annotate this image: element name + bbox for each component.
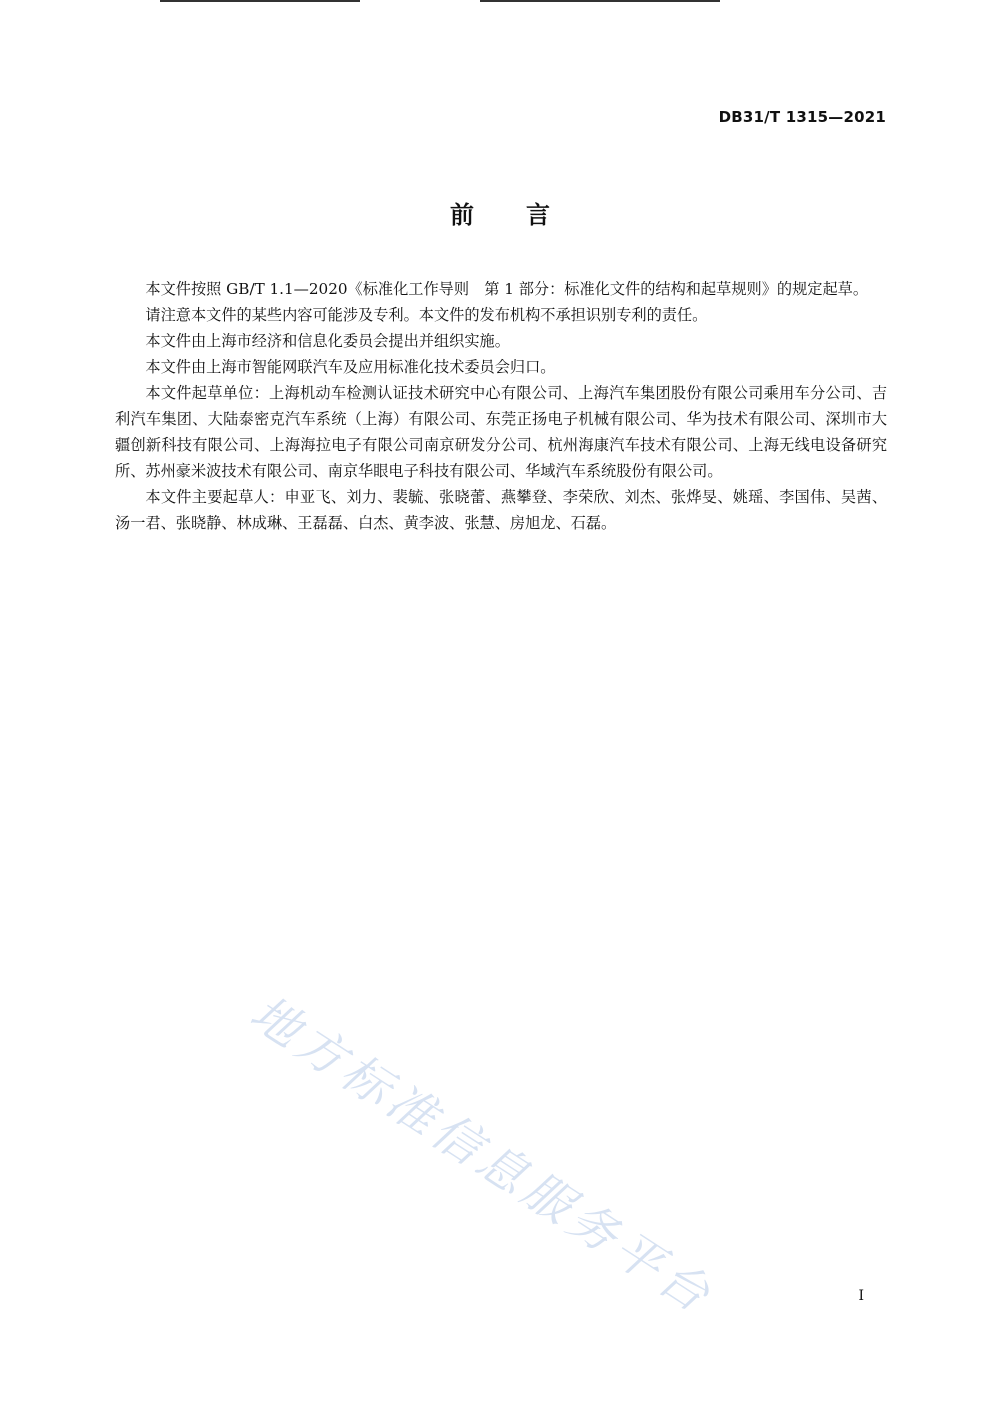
watermark: 地方标准信息服务平台 [240, 984, 724, 1326]
paragraph-technical-committee: 本文件由上海市智能网联汽车及应用标准化技术委员会归口。 [145, 358, 556, 376]
paragraph-drafting-units: 本文件起草单位：上海机动车检测认证技术研究中心有限公司、上海汽车集团股份有限公司乘用车分公司、吉利汽车集团、大陆泰密克汽车系统（上海）有限公司、东莞正扬电子机械有限公司、华为技术有限公司、深圳市大疆创新科技有限公司、上海海拉电子有限公司南京研发分公司、杭州海康汽车技术有限公司、上海无线电设备研究所、苏州豪米波技术有限公司、南京华眼电子科技有限公司、华域汽车系统股份有限公司。 [115, 384, 887, 480]
paragraph-drafters: 本文件主要起草人：申亚飞、刘力、裴毓、张晓蕾、燕攀登、李荣欣、刘杰、张烨旻、姚瑶、李国伟、吴茜、汤一君、张晓静、林成琳、王磊磊、白杰、黄李波、张慧、房旭龙、石磊。 [115, 488, 887, 532]
scan-artifact [480, 0, 720, 2]
paragraph-proposer: 本文件由上海市经济和信息化委员会提出并组织实施。 [145, 332, 510, 350]
page-number: I [858, 1288, 864, 1304]
foreword-body [115, 276, 887, 536]
paragraph-drafting-rules: 本文件按照 GB/T 1.1—2020《标准化工作导则 第 1 部分：标准化文件的结构和起草规则》的规定起草。 [145, 280, 869, 298]
paragraph-patent-notice: 请注意本文件的某些内容可能涉及专利。本文件的发布机构不承担识别专利的责任。 [145, 306, 708, 324]
document-code: DB31/T 1315—2021 [718, 108, 886, 126]
scan-artifact [160, 0, 360, 2]
page-title: 前言 [450, 201, 602, 229]
